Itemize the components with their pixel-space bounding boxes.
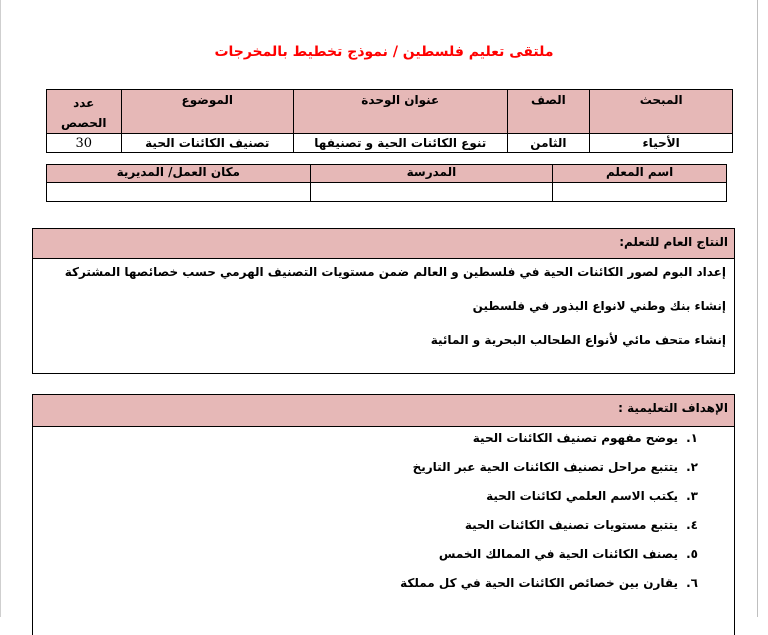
outcome-item: إعداد البوم لصور الكائنات الحية في فلسطين و العالم ضمن مستويات التصنيف الهرمي حسب خصائصها المشتركة [64, 265, 726, 279]
header-workplace: مكان العمل/ المديرية [47, 165, 311, 183]
goal-item [473, 431, 698, 445]
goal-number: ٦. [686, 576, 698, 590]
learning-outcomes-section [32, 228, 735, 374]
goal-text: يصنف الكائنات الحية في الممالك الخمس [438, 547, 678, 561]
goal-item [486, 489, 698, 503]
header-unit-title: عنوان الوحدة [294, 90, 507, 134]
goals-heading: الإهداف التعليمية : [33, 395, 734, 427]
goal-item [413, 460, 698, 474]
outcome-item: إنشاء متحف مائي لأنواع الطحالب البحرية و المائية [430, 333, 726, 347]
value-topic: تصنيف الكائنات الحية [121, 134, 294, 153]
goal-text: يتتبع مراحل تصنيف الكائنات الحية عبر التاريخ [412, 460, 678, 474]
page-left-edge [0, 0, 1, 617]
goal-number: ٣. [686, 489, 698, 503]
goal-text: يتتبع مستويات تصنيف الكائنات الحية [464, 518, 678, 532]
header-teacher-name: اسم المعلم [553, 165, 727, 183]
header-subject: المبحث [590, 90, 733, 134]
goal-number: ٥. [686, 547, 698, 561]
value-teacher-name [553, 183, 727, 202]
goal-number: ٢. [686, 460, 698, 474]
value-subject: الأحياء [590, 134, 733, 153]
goal-item [400, 576, 698, 590]
outcomes-heading: النتاج العام للتعلم: [33, 229, 734, 259]
goal-number: ٤. [686, 518, 698, 532]
goal-item [439, 547, 698, 561]
outcome-item: إنشاء بنك وطني لانواع البذور في فلسطين [472, 299, 726, 313]
value-grade: الثامن [507, 134, 590, 153]
value-school [310, 183, 553, 202]
header-school: المدرسة [310, 165, 553, 183]
page-right-edge [757, 0, 758, 617]
goal-text: يوضح مفهوم تصنيف الكائنات الحية [472, 431, 678, 445]
goal-item [465, 518, 698, 532]
lesson-info-table [46, 89, 733, 153]
value-workplace [47, 183, 311, 202]
goal-number: ١. [686, 431, 698, 445]
teacher-info-table [46, 164, 727, 202]
header-topic: الموضوع [121, 90, 294, 134]
goal-text: يقارن بين خصائص الكائنات الحية في كل مملكة [400, 576, 678, 590]
header-lesson-count: عدد الحصص [47, 90, 122, 134]
value-unit-title: تنوع الكائنات الحية و تصنيفها [294, 134, 507, 153]
document-title: ملتقى تعليم فلسطين / نموذج تخطيط بالمخرجات [214, 44, 554, 60]
goal-text: يكتب الاسم العلمي لكائنات الحية [486, 489, 678, 503]
value-lesson-count: 30 [47, 134, 122, 153]
header-grade: الصف [507, 90, 590, 134]
learning-goals-section [32, 394, 735, 635]
